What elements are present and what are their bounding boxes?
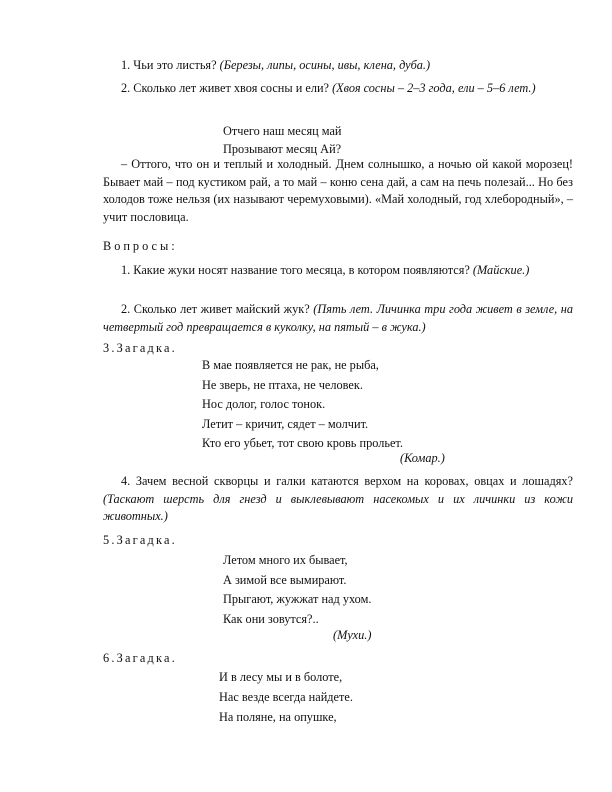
may-poem	[223, 122, 342, 158]
riddle-line: Нас везде всегда найдете.	[219, 690, 353, 704]
question-1	[103, 57, 573, 75]
questions-header: Вопросы:	[103, 239, 178, 253]
question-1-text: 1. Чьи это листья?	[121, 58, 220, 72]
poem-line: Отчего наш месяц май	[223, 124, 342, 138]
riddle-5-lines	[223, 551, 371, 629]
riddle-6-lines	[219, 667, 353, 727]
riddle-5-header: 5.Загадка.	[103, 533, 177, 547]
question-2-text: 2. Сколько лет живет хвоя сосны и ели?	[121, 81, 333, 95]
riddle-line: Летит – кричит, сядет – молчит.	[202, 416, 369, 431]
poem-line: Прозывают месяц Ай?	[223, 142, 342, 156]
riddle-line: Кто его убьет, тот свою кровь прольет.	[202, 436, 403, 450]
vq2-text: 2. Сколько лет живет майский жук?	[121, 302, 314, 316]
question-vq2	[103, 301, 573, 336]
question-4-text: 4. Зачем весной скворцы и галки катаются верхом на коровах, овцах и лошадях?	[121, 474, 573, 488]
may-paragraph-text: – Оттого, что он и теплый и холодный. Днем солнышко, а ночью ой какой морозец! Бывает май – под кустиком рай, а то май – коню сена дай, а сам на печь полезай... Но без холодов тоже нельзя (их называют черемуховыми). «Май холодный, год хлебородный», – учит пословица.	[103, 157, 573, 224]
riddle-line: Нос долог, голос тонок.	[202, 397, 326, 411]
riddle-6-header: 6.Загадка.	[103, 651, 177, 665]
question-4	[103, 473, 573, 526]
question-2-answer: (Хвоя сосны – 2–3 года, ели – 5–6 лет.)	[332, 81, 536, 95]
question-1-answer: (Березы, липы, осины, ивы, клена, дуба.)	[219, 58, 431, 72]
riddle-line: Как они зовутся?..	[223, 611, 319, 626]
question-vq1	[103, 262, 573, 280]
vq2-answer: (Пять лет. Личинка три года живет в земле, на четвертый год превращается в куколку, на пятый – в жука.)	[103, 302, 574, 334]
riddle-5-answer: (Мухи.)	[333, 628, 372, 642]
riddle-line: Не зверь, не птаха, не человек.	[202, 377, 363, 392]
riddle-line: Прыгают, жужжат над ухом.	[223, 592, 372, 606]
riddle-line: Летом много их бывает,	[223, 553, 348, 567]
riddle-line: И в лесу мы и в болоте,	[219, 670, 343, 684]
riddle-3-header: 3.Загадка.	[103, 341, 177, 355]
riddle-line: На поляне, на опушке,	[219, 710, 337, 724]
vq1-answer: (Майские.)	[472, 263, 530, 277]
may-paragraph	[103, 156, 573, 226]
vq1-text: 1. Какие жуки носят название того месяца, в котором появляются?	[121, 263, 473, 277]
riddle-line: В мае появляется не рак, не рыба,	[202, 358, 379, 372]
riddle-3-lines	[202, 356, 403, 454]
riddle-3-answer: (Комар.)	[400, 451, 445, 465]
question-4-answer: (Таскают шерсть для гнезд и выклевывают насекомых и их личинки из кожи животных.)	[103, 491, 573, 523]
riddle-line: А зимой все вымирают.	[223, 572, 347, 587]
question-2	[103, 80, 573, 98]
